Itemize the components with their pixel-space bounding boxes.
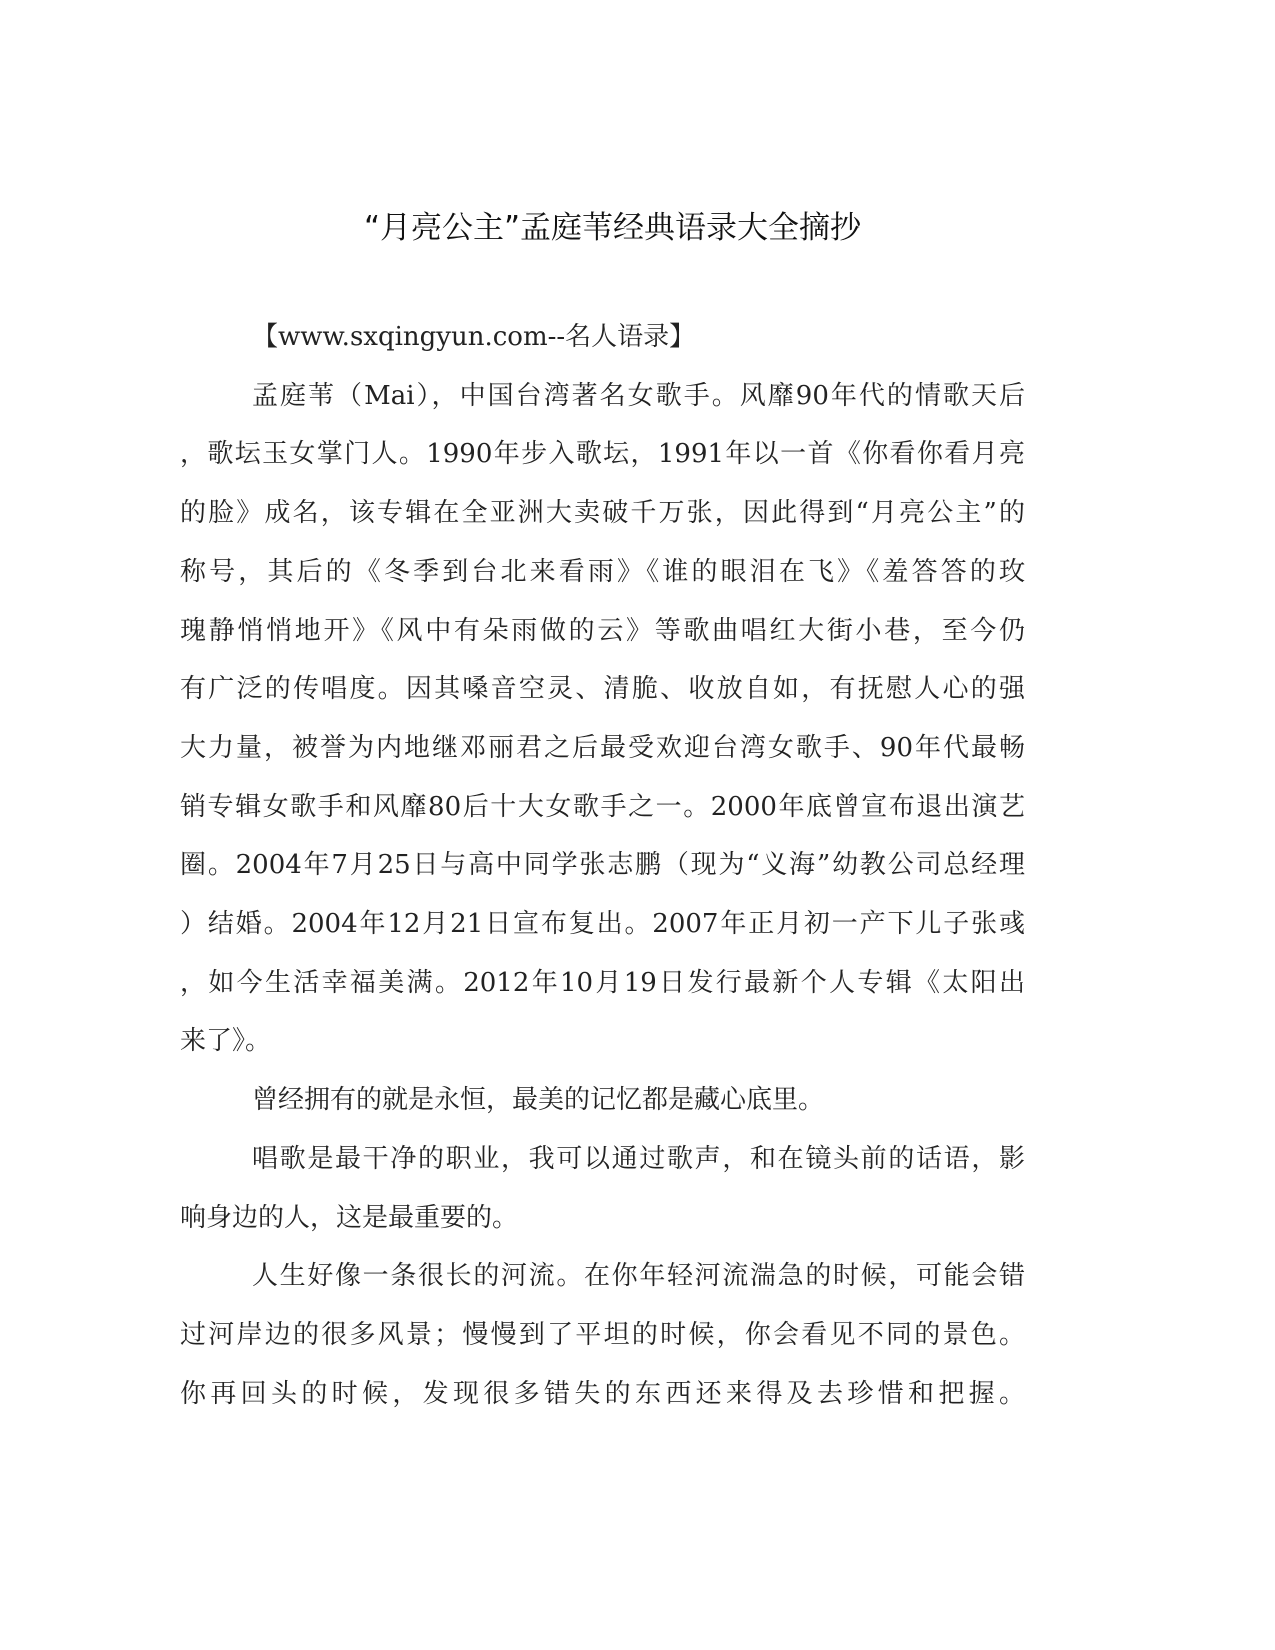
paragraph-line: 有广泛的传唱度。因其嗓音空灵、清脆、收放自如，有抚慰人心的强 (180, 674, 1025, 705)
paragraph-line: 响身边的人，这是最重要的。 (180, 1202, 519, 1233)
document-title: “月亮公主”孟庭苇经典语录大全摘抄 (363, 210, 862, 246)
paragraph-line: 孟庭苇（Mai），中国台湾著名女歌手。风靡90年代的情歌天后 (252, 380, 1025, 411)
paragraph-line: 你再回头的时候，发现很多错失的东西还来得及去珍惜和把握。 (180, 1378, 1025, 1409)
paragraph-line: ，歌坛玉女掌门人。1990年步入歌坛，1991年以一首《你看你看月亮 (180, 439, 1025, 470)
paragraph-line: 的脸》成名，该专辑在全亚洲大卖破千万张，因此得到“月亮公主”的 (180, 498, 1025, 529)
paragraph-line: 过河岸边的很多风景；慢慢到了平坦的时候，你会看见不同的景色。 (180, 1319, 1025, 1350)
paragraph-line: ，如今生活幸福美满。2012年10月19日发行最新个人专辑《太阳出 (180, 967, 1025, 998)
paragraph-line: 销专辑女歌手和风靡80后十大女歌手之一。2000年底曾宣布退出演艺 (180, 791, 1025, 822)
paragraph-line: 曾经拥有的就是永恒，最美的记忆都是藏心底里。 (252, 1085, 825, 1116)
paragraph-line: 唱歌是最干净的职业，我可以通过歌声，和在镜头前的话语，影 (252, 1143, 1025, 1174)
paragraph-line: ）结婚。2004年12月21日宣布复出。2007年正月初一产下儿子张彧 (180, 909, 1025, 939)
paragraph-line: 大力量，被誉为内地继邓丽君之后最受欢迎台湾女歌手、90年代最畅 (180, 732, 1025, 763)
paragraph-line: 来了》。 (180, 1026, 272, 1057)
paragraph-line: 圈。2004年7月25日与高中同学张志鹏（现为“义海”幼教公司总经理 (180, 850, 1025, 881)
paragraph-line: 瑰静悄悄地开》《风中有朵雨做的云》等歌曲唱红大街小巷，至今仍 (180, 615, 1025, 646)
source-tag: 【www.sxqingyun.com--名人语录】 (252, 322, 696, 352)
paragraph-line: 人生好像一条很长的河流。在你年轻河流湍急的时候，可能会错 (252, 1261, 1025, 1292)
paragraph-line: 称号，其后的《冬季到台北来看雨》《谁的眼泪在飞》《羞答答的玫 (180, 556, 1025, 587)
